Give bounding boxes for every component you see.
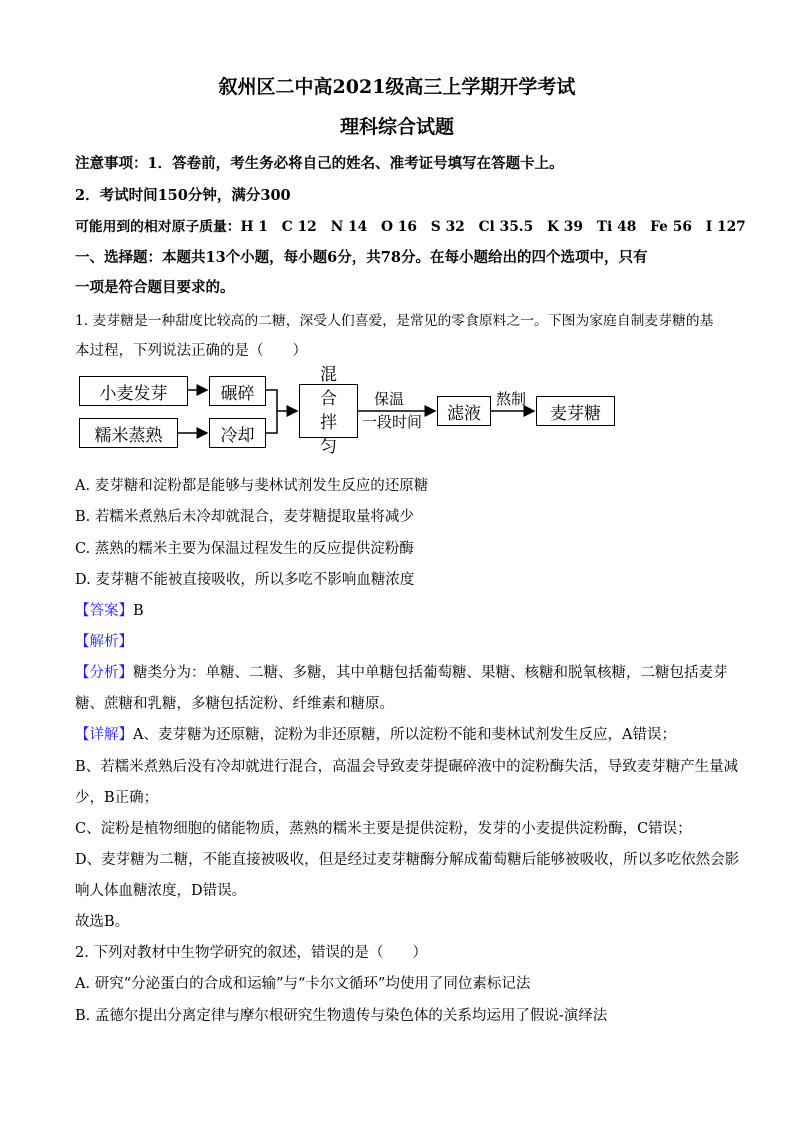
notes-line-2: 2．考试时间150分钟，满分300 bbox=[75, 187, 291, 204]
wheat-sprouting-box: 小麦发芽 bbox=[79, 376, 188, 406]
detail-a-text: A、麦芽糖为还原糖，淀粉为非还原糖，所以淀粉不能和斐林试剂发生反应，A错误； bbox=[133, 727, 676, 743]
q1-detail-b-line-1: B、若糯米煮熟后没有冷却就进行混合，高温会导致麦芽提碾碎液中的淀粉酶失活，导致麦芽糖产生量减 bbox=[75, 759, 739, 775]
q2-option-b: B. 孟德尔提出分离定律与摩尔根研究生物遗传与染色体的关系均运用了假说-演绎法 bbox=[75, 1008, 608, 1024]
q2-stem: 2. 下列对教材中生物学研究的叙述，错误的是（ ） bbox=[75, 945, 427, 961]
answer-value: B bbox=[133, 603, 144, 619]
q1-analysis-heading bbox=[75, 630, 133, 651]
filtrate-box: 滤液 bbox=[437, 396, 491, 426]
notes-line-1: 注意事项：1．答卷前，考生务必将自己的姓名、准考证号填写在答题卡上。 bbox=[75, 155, 564, 172]
period-label: 一段时间 bbox=[362, 413, 423, 431]
q1-detail-a bbox=[75, 723, 676, 744]
q1-detail-d-line-1: D、麦芽糖为二糖，不能直接被吸收，但是经过麦芽糖酶分解成葡萄糖后能够被吸收，所以多吃依然会影 bbox=[75, 852, 740, 868]
atomic-masses: 可能用到的相对原子质量：H 1 C 12 N 14 O 16 S 32 Cl 35.5 K 39 Ti 48 Fe 56 I 127 bbox=[75, 219, 746, 235]
answer-tag: 【答案】 bbox=[75, 603, 133, 619]
glutinous-rice-box: 糯米蒸熟 bbox=[79, 418, 178, 448]
q1-option-d: D. 麦芽糖不能被直接吸收，所以多吃不影响血糖浓度 bbox=[75, 572, 415, 588]
analysis-tag: 【解析】 bbox=[75, 634, 133, 650]
q1-detail-c: C、淀粉是植物细胞的储能物质，蒸熟的糯米主要是提供淀粉，发芽的小麦提供淀粉酶，C错误； bbox=[75, 821, 692, 837]
q1-option-c: C. 蒸熟的糯米主要为保温过程发生的反应提供淀粉酶 bbox=[75, 541, 414, 557]
q1-conclusion: 故选B。 bbox=[75, 914, 130, 930]
cool-box: 冷却 bbox=[209, 418, 266, 448]
fenxi-tag: 【分析】 bbox=[75, 665, 133, 681]
q1-fenxi-line-1 bbox=[75, 661, 728, 682]
maltose-box: 麦芽糖 bbox=[536, 396, 615, 426]
mix-box: 混合拌匀 bbox=[299, 384, 358, 438]
exam-subtitle: 理科综合试题 bbox=[339, 116, 454, 138]
q1-option-b: B. 若糯米煮熟后未冷却就混合，麦芽糖提取量将减少 bbox=[75, 509, 414, 525]
boil-label: 熬制 bbox=[496, 390, 527, 408]
exam-title: 叙州区二中高2021级高三上学期开学考试 bbox=[218, 76, 576, 98]
section-heading-line-1: 一、选择题：本题共13个小题，每小题6分，共78分。在每小题给出的四个选项中，只有 bbox=[75, 249, 648, 266]
q1-option-a: A. 麦芽糖和淀粉都是能够与斐林试剂发生反应的还原糖 bbox=[75, 478, 429, 494]
q2-option-a: A. 研究“分泌蛋白的合成和运输”与“卡尔文循环”均使用了同位素标记法 bbox=[75, 976, 531, 992]
detail-tag: 【详解】 bbox=[75, 727, 133, 743]
q1-stem-line-2: 本过程，下列说法正确的是（ ） bbox=[75, 343, 307, 359]
q1-answer bbox=[75, 599, 144, 620]
crush-box: 碾碎 bbox=[209, 376, 266, 406]
q1-detail-b-line-2: 少，B正确； bbox=[75, 790, 159, 806]
fenxi-text-1: 糖类分为：单糖、二糖、多糖，其中单糖包括葡萄糖、果糖、核糖和脱氧核糖，二糖包括麦芽 bbox=[133, 665, 728, 681]
q1-stem-line-1: 1. 麦芽糖是一种甜度比较高的二糖，深受人们喜爱，是常见的零食原料之一。下图为家庭自制麦芽糖的基 bbox=[75, 313, 714, 329]
keep-warm-label: 保温 bbox=[374, 390, 405, 408]
q1-fenxi-line-2: 糖、蔗糖和乳糖，多糖包括淀粉、纤维素和糖原。 bbox=[75, 696, 394, 712]
section-heading-line-2: 一项是符合题目要求的。 bbox=[75, 279, 235, 296]
q1-detail-d-line-2: 响人体血糖浓度，D错误。 bbox=[75, 883, 247, 899]
